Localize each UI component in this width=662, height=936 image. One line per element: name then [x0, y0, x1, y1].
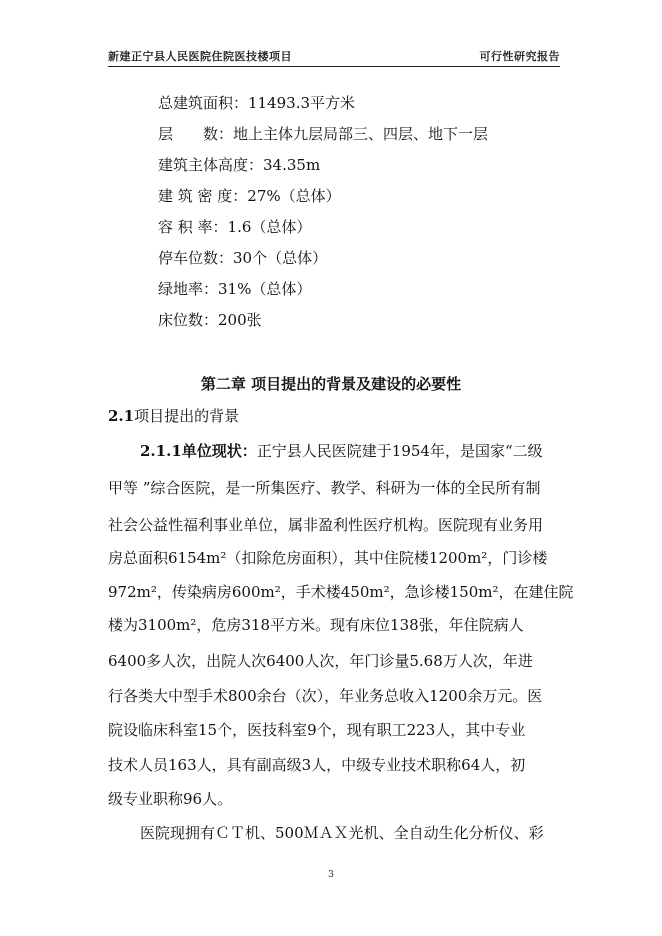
- para1-line-5: 972m²，传染病房600m²，手术楼450m²，急诊楼150m²，在建住院: [108, 583, 574, 601]
- header-project-title: 新建正宁县人民医院住院医技楼项目: [108, 50, 292, 63]
- para1-line-7: 6400多人次，出院人次6400人次，年门诊量5.68万人次，年进: [108, 652, 533, 670]
- spec-height: 建筑主体高度：34.35m: [158, 156, 321, 174]
- para1-line-3: 社会公益性福利事业单位，属非盈利性医疗机构。医院现有业务用: [108, 516, 544, 534]
- section-title: 项目提出的背景: [134, 407, 240, 425]
- para1-line-1: [140, 440, 543, 461]
- para1-line-1-text: 正宁县人民医院建于1954年，是国家“二级: [256, 442, 543, 460]
- para2-line-1: 医院现拥有ＣＴ机、500ＭＡＸ光机、全自动生化分析仪、彩: [140, 824, 544, 842]
- para1-line-6: 楼为3100m²，危房318平方米。现有床位138张，年住院病人: [108, 616, 524, 634]
- section-heading: [108, 405, 239, 426]
- para1-line-4: 房总面积6154m²（扣除危房面积），其中住院楼1200m²，门诊楼: [108, 549, 548, 567]
- page-header: [108, 44, 560, 68]
- header-report-type: 可行性研究报告: [479, 50, 560, 63]
- para1-line-9: 院设临床科室15个，医技科室9个，现有职工223人，其中专业: [108, 721, 526, 739]
- spec-total-area: 总建筑面积：11493.3平方米: [158, 94, 356, 112]
- subsection-title: 单位现状：: [181, 442, 257, 460]
- spec-parking: 停车位数：30个（总体）: [158, 249, 328, 267]
- para1-line-2: 甲等 ”综合医院，是一所集医疗、教学、科研为一体的全民所有制: [108, 479, 541, 497]
- spec-beds: 床位数：200张: [158, 311, 262, 329]
- para1-line-10: 技术人员163人，具有副高级3人，中级专业技术职称64人，初: [108, 756, 526, 774]
- chapter-heading: 第二章 项目提出的背景及建设的必要性: [200, 375, 462, 393]
- para1-line-11: 级专业职称96人。: [108, 790, 233, 808]
- header-rule: [108, 66, 560, 67]
- page-number: 3: [328, 870, 334, 880]
- subsection-number: 2.1.1: [140, 442, 182, 460]
- spec-green-ratio: 绿地率：31%（总体）: [158, 280, 312, 298]
- para1-line-8: 行各类大中型手术800余台（次），年业务总收入1200余万元。医: [108, 687, 543, 705]
- spec-plot-ratio: 容 积 率：1.6（总体）: [158, 218, 312, 236]
- section-number: 2.1: [108, 407, 135, 425]
- spec-density: 建 筑 密 度：27%（总体）: [158, 187, 341, 205]
- spec-floors: 层 数：地上主体九层局部三、四层、地下一层: [158, 125, 489, 143]
